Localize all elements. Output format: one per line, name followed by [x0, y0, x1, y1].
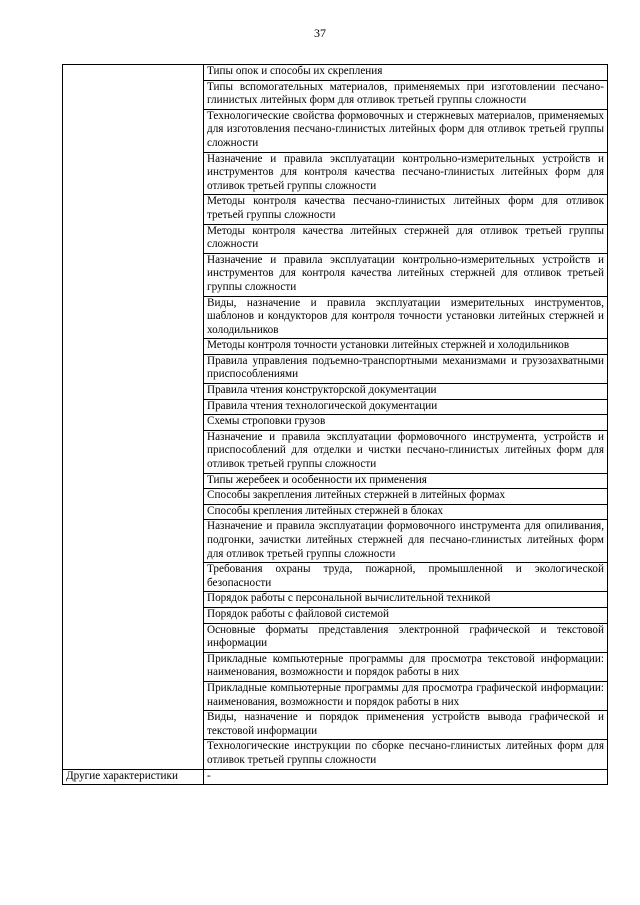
table-row — [63, 65, 608, 81]
knowledge-item: Порядок работы с персональной вычислительной техникой — [204, 592, 608, 608]
section-label-cell — [63, 65, 204, 770]
knowledge-item: Типы опок и способы их скрепления — [204, 65, 608, 81]
knowledge-item: Правила чтения конструкторской документации — [204, 384, 608, 400]
knowledge-item: Технологические инструкции по сборке песчано-глинистых литейных форм для отливок третьей группы сложности — [204, 740, 608, 769]
knowledge-item: Методы контроля качества литейных стержней для отливок третьей группы сложности — [204, 224, 608, 253]
knowledge-item: Назначение и правила эксплуатации формовочного инструмента, устройств и приспособлений для отделки и чистки песчано-глинистых литейных форм для отливок третьей группы сложности — [204, 430, 608, 473]
knowledge-item: Типы вспомогательных материалов, применяемых при изготовлении песчано-глинистых литейных форм для отливок третьей группы сложности — [204, 80, 608, 109]
knowledge-item: Правила управления подъемно-транспортными механизмами и грузозахватными приспособлениями — [204, 354, 608, 383]
table-row — [63, 769, 608, 785]
knowledge-item: Требования охраны труда, пожарной, промышленной и экологической безопасности — [204, 563, 608, 592]
knowledge-item: Правила чтения технологической документации — [204, 399, 608, 415]
knowledge-item: Методы контроля качества песчано-глинистых литейных форм для отливок третьей группы сложности — [204, 195, 608, 224]
knowledge-item: Технологические свойства формовочных и стержневых материалов, применяемых для изготовления песчано-глинистых литейных форм для отливок третьей группы сложности — [204, 109, 608, 152]
other-characteristics-label: Другие характеристики — [63, 769, 204, 785]
knowledge-item: Методы контроля точности установки литейных стержней и холодильников — [204, 339, 608, 355]
knowledge-item: Способы закрепления литейных стержней в литейных формах — [204, 489, 608, 505]
knowledge-item: Назначение и правила эксплуатации контрольно-измерительных устройств и инструментов для контроля качества литейных стержней для отливок третьей группы сложности — [204, 253, 608, 296]
knowledge-table — [62, 64, 608, 785]
knowledge-item: Основные форматы представления электронной графической и текстовой информации — [204, 623, 608, 652]
knowledge-item: Прикладные компьютерные программы для просмотра графической информации: наименования, возможности и порядок работы в них — [204, 681, 608, 710]
page-number: 37 — [314, 26, 326, 40]
knowledge-item: Порядок работы с файловой системой — [204, 607, 608, 623]
knowledge-item: Назначение и правила эксплуатации формовочного инструмента для опиливания, подгонки, зачистки литейных стержней для песчано-глинистых литейных форм для отливок третьей группы сложности — [204, 520, 608, 563]
other-characteristics-value: - — [204, 769, 608, 785]
knowledge-item: Типы жеребеек и особенности их применения — [204, 473, 608, 489]
knowledge-item: Назначение и правила эксплуатации контрольно-измерительных устройств и инструментов для контроля качества песчано-глинистых литейных форм для отливок третьей группы сложности — [204, 152, 608, 195]
knowledge-item: Прикладные компьютерные программы для просмотра текстовой информации: наименования, возможности и порядок работы в них — [204, 652, 608, 681]
knowledge-item: Виды, назначение и правила эксплуатации измерительных инструментов, шаблонов и кондукторов для контроля точности установки литейных стержней и холодильников — [204, 296, 608, 339]
knowledge-item: Способы крепления литейных стержней в блоках — [204, 504, 608, 520]
knowledge-item: Виды, назначение и порядок применения устройств вывода графической и текстовой информации — [204, 711, 608, 740]
knowledge-item: Схемы строповки грузов — [204, 415, 608, 431]
